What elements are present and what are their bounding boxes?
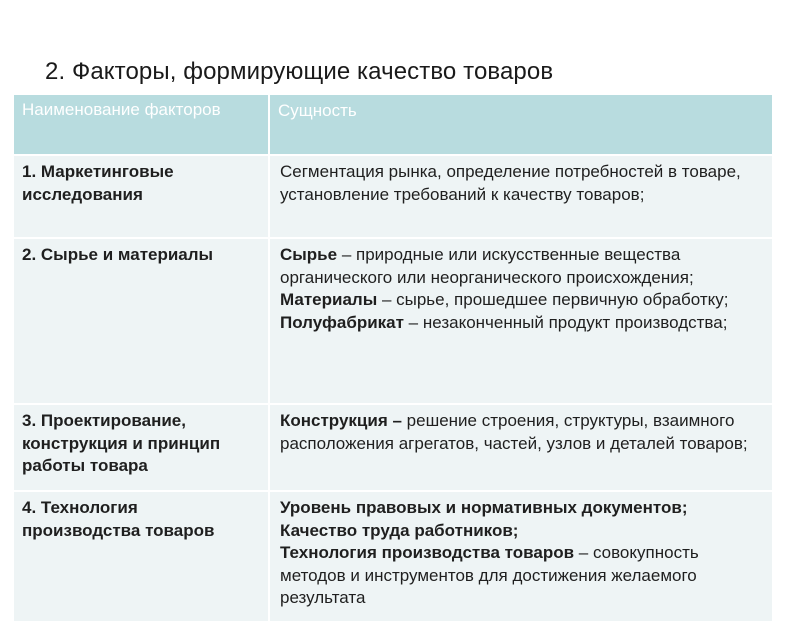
definition-materials: – сырье, прошедшее первичную обработку; [377, 290, 729, 309]
factor-cell: 1. Маркетинговые исследования [13, 155, 269, 238]
definition-semi: – незаконченный продукт производства; [403, 312, 728, 332]
term-tech: Технология производства товаров [280, 543, 575, 562]
term-materials: Материалы [280, 290, 378, 309]
semi-definition [280, 312, 764, 335]
header-essence: Сущность [269, 94, 773, 155]
tech-item-1: Уровень правовых и нормативных документов; [280, 498, 688, 517]
definition-raw: – природные или искусственные вещества органического или неорганического происхождения; [280, 245, 694, 287]
essence-cell [269, 238, 773, 404]
table-header-row [13, 94, 773, 155]
essence-cell: Сегментация рынка, определение потребностей в товаре, установление требований к качеству товаров; [269, 155, 773, 238]
factors-table [12, 93, 774, 623]
essence-cell [269, 404, 773, 491]
slide-title: 2. Факторы, формирующие качество товаров [45, 58, 554, 85]
materials-definition [280, 289, 764, 312]
tech-item-2: Качество труда работников; [280, 520, 519, 540]
definition-design: решение строения, структуры, взаимного расположения агрегатов, частей, узлов и деталей товаров; [280, 411, 748, 453]
table-row [13, 491, 773, 622]
table-row [13, 155, 773, 238]
table-row [13, 238, 773, 404]
term-design: Конструкция – [280, 411, 402, 430]
factor-cell: 3. Проектирование, конструкция и принцип работы товара [13, 404, 269, 491]
term-raw: Сырье [280, 245, 338, 264]
term-semi: Полуфабрикат [280, 312, 404, 332]
tech-definition [280, 542, 764, 610]
raw-definition [280, 244, 764, 289]
essence-cell [269, 491, 773, 622]
table-row [13, 404, 773, 491]
factor-cell: 4. Технология производства товаров [13, 491, 269, 622]
factor-cell: 2. Сырье и материалы [13, 238, 269, 404]
definition-tech: – совокупность методов и инструментов для достижения желаемого результата [280, 543, 699, 607]
header-factor-name: Наименование факторов [13, 94, 269, 155]
